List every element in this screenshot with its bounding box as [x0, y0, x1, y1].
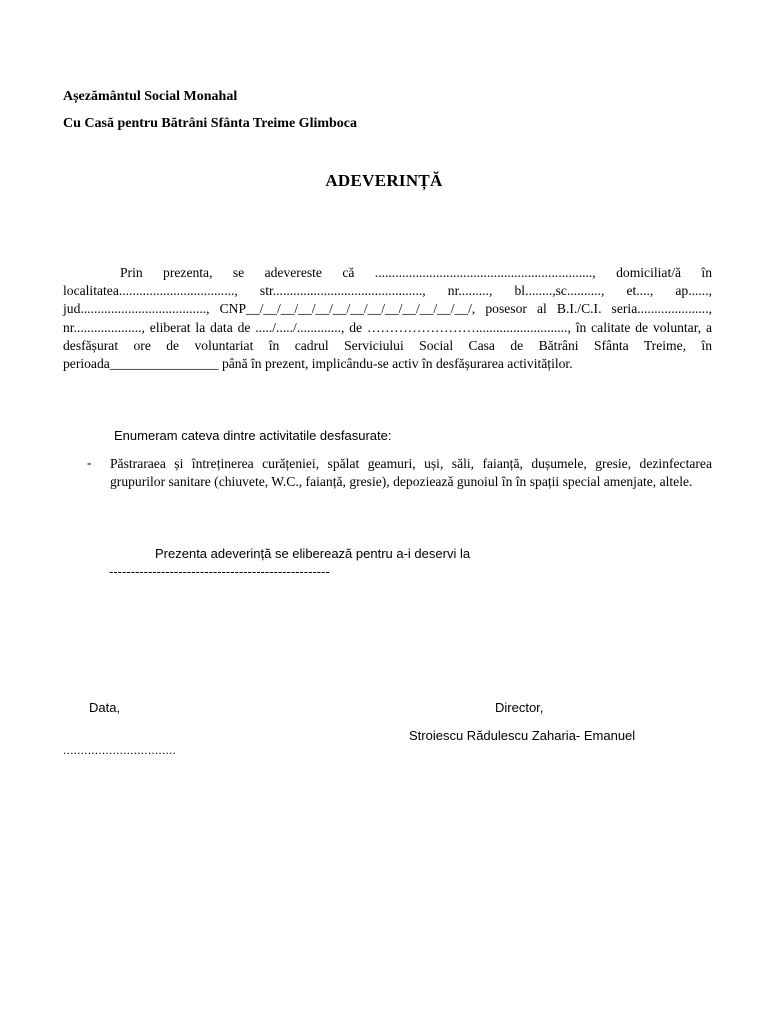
date-blank: ................................: [63, 743, 177, 757]
certificate-body: [63, 264, 712, 373]
institution-name: Așezământul Social Monahal: [63, 89, 238, 104]
purpose-line: Prezenta adeverință se eliberează pentru a-i deservi la: [155, 546, 471, 561]
director-name: Stroiescu Rădulescu Zaharia- Emanuel: [409, 728, 636, 743]
activities-list-item: Păstraraea și întreținerea curățeniei, spălat geamuri, uși, săli, faianță, dușumele, gresie, dezinfectarea grupurilor sanitare (chiuvete, W.C., faianță, gresie), depozieazǎ gunoiul în în spații special amenjate, altele.: [110, 456, 712, 490]
bullet-marker: -: [87, 455, 92, 470]
date-label: Data,: [89, 700, 121, 715]
certificate-body-text: Prin prezenta, se adevereste că ................................................................, domiciliat/ă în localitatea.................................., str............................................, nr........., bl........,sc.........., et...., ap......, jud....................................., CNP__/__/__/__/__/__/__/__/__/__/__/__/__/, posesor al B.I./C.I. seria....................., nr...................., eliberat la data de ...../...../............., de ……………………..........................., în calitate de voluntar, a desfășurat ore de voluntariat în cadrul Serviciului Social Casa de Bătrâni Sfânta Treime, în perioada________________ până în prezent, implicându-se activ în desfășurarea activităților.: [63, 265, 712, 372]
document-title: ADEVERINȚĂ: [325, 171, 443, 190]
director-label: Director,: [495, 700, 544, 715]
institution-subtitle: Cu Casă pentru Bătrâni Sfânta Treime Glimboca: [63, 116, 358, 131]
purpose-blank: ---------------------------------------------------: [109, 564, 330, 579]
activities-intro: Enumeram cateva dintre activitatile desfasurate:: [114, 428, 392, 443]
